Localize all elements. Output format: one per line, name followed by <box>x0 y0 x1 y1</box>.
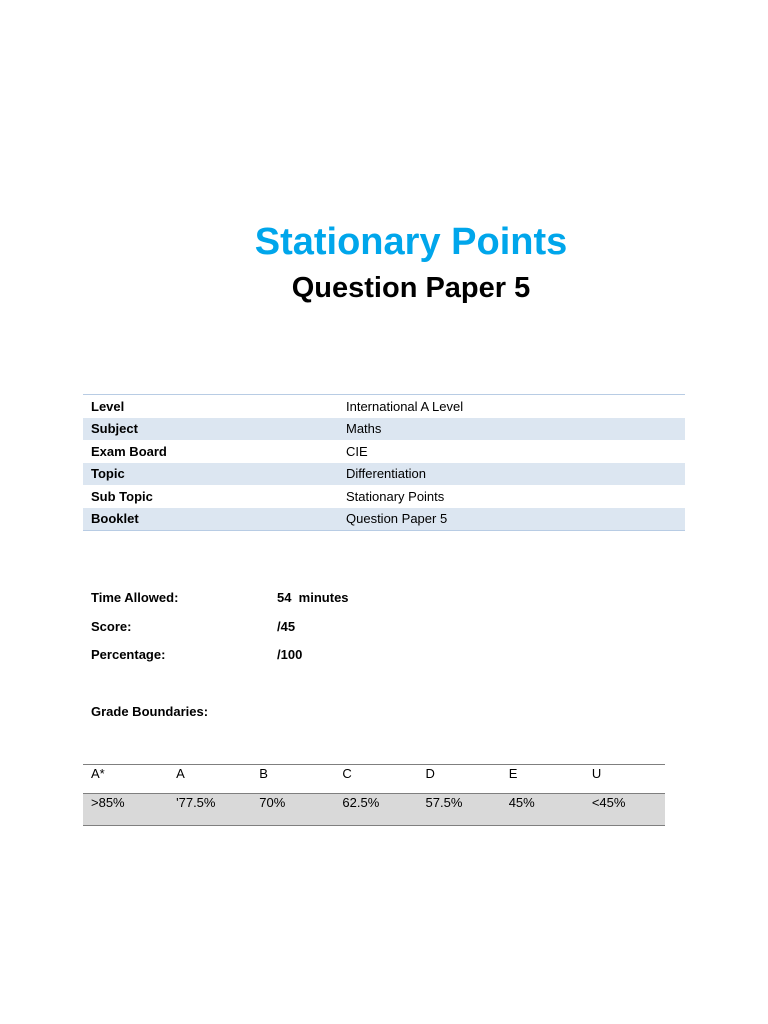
grade-cell: A* <box>91 766 105 781</box>
page-subtitle: Question Paper 5 <box>291 272 531 304</box>
grade-boundaries-label: Grade Boundaries: <box>91 704 209 719</box>
grade-value-cell: 57.5% <box>425 795 463 810</box>
stat-value: 54 minutes <box>277 590 349 605</box>
info-value: CIE <box>346 443 368 459</box>
info-value: Stationary Points <box>346 488 445 504</box>
info-label: Exam Board <box>91 443 167 459</box>
grade-value-cell: 70% <box>259 795 286 810</box>
grade-value-row <box>83 794 665 826</box>
info-row-level <box>83 395 685 418</box>
info-value: Differentiation <box>346 466 426 482</box>
info-value: International A Level <box>346 398 464 414</box>
grade-value-cell: 45% <box>508 795 535 810</box>
info-label: Topic <box>91 466 125 482</box>
info-label: Sub Topic <box>91 488 153 504</box>
info-label: Subject <box>91 421 138 437</box>
info-row-sub-topic <box>83 485 685 508</box>
info-label: Booklet <box>91 511 139 527</box>
grade-cell: A <box>176 766 185 781</box>
grade-value-cell: '77.5% <box>176 795 216 810</box>
info-row-exam-board <box>83 440 685 463</box>
grade-value-cell: <45% <box>591 795 626 810</box>
grade-cell: E <box>508 766 518 781</box>
grade-cell: C <box>342 766 352 781</box>
stat-value: /100 <box>277 647 303 662</box>
stat-value: /45 <box>277 618 296 634</box>
info-row-topic <box>83 463 685 486</box>
grade-cell: D <box>425 766 435 781</box>
stat-row-percentage <box>91 647 491 676</box>
info-value: Maths <box>346 421 382 437</box>
grade-value-cell: 62.5% <box>342 795 380 810</box>
stat-label: Score: <box>91 618 132 634</box>
grade-boundaries-table <box>83 764 665 826</box>
exam-stats <box>91 590 491 676</box>
grade-value-cell: >85% <box>91 795 125 810</box>
info-value: Question Paper 5 <box>346 511 448 527</box>
page-title: Stationary Points <box>254 221 568 263</box>
grade-cell: B <box>259 766 268 781</box>
info-row-booklet <box>83 508 685 531</box>
stat-label: Time Allowed: <box>91 590 179 605</box>
stat-row-time <box>91 590 491 619</box>
grade-cell: U <box>591 766 602 781</box>
info-row-subject <box>83 418 685 441</box>
info-table <box>83 394 685 531</box>
info-label: Level <box>91 398 125 414</box>
grade-header-row <box>83 764 665 794</box>
stat-row-score <box>91 619 491 648</box>
stat-label: Percentage: <box>91 647 166 662</box>
